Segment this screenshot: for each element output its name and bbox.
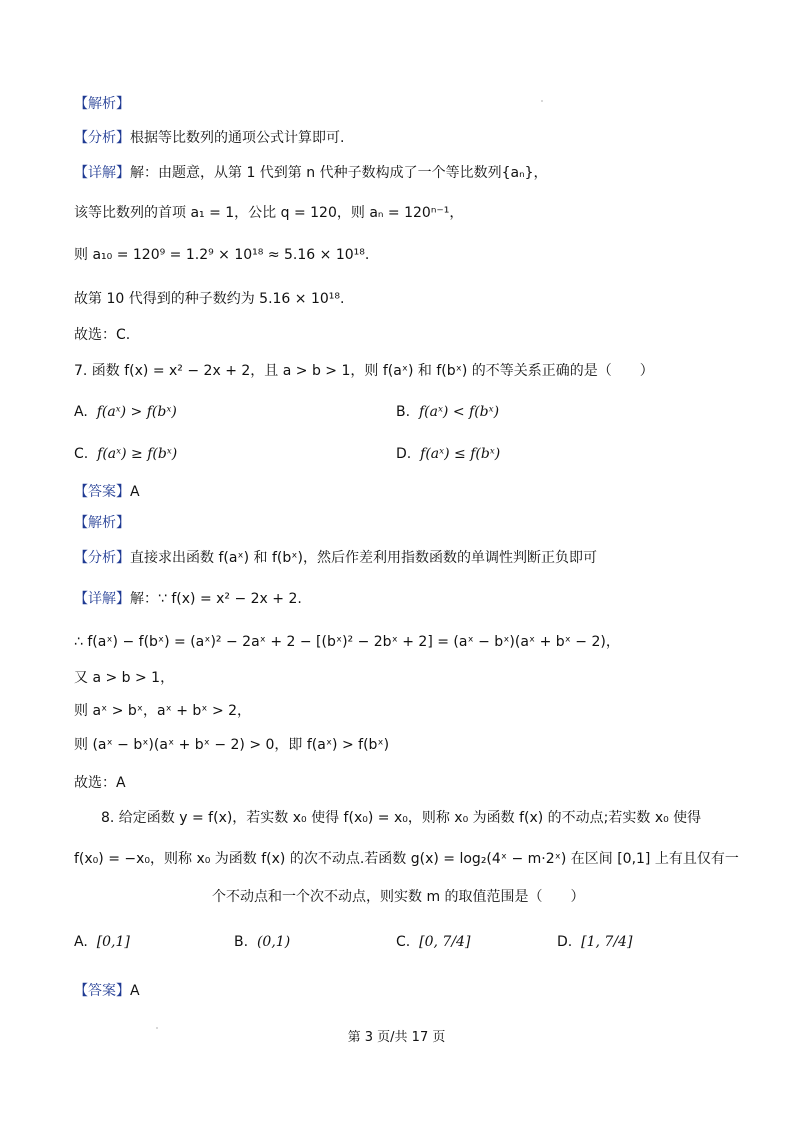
analysis-line: 【分析】直接求出函数 f(aˣ) 和 f(bˣ)，然后作差利用指数函数的单调性判断正负即可	[74, 550, 597, 566]
question-8-stem-2: f(x₀) = −x₀，则称 x₀ 为函数 f(x) 的次不动点.若函数 g(x) = log₂(4ˣ − m·2ˣ) 在区间 [0,1] 上有且仅有一	[74, 851, 739, 867]
solution-line: 故第 10 代得到的种子数约为 5.16 × 10¹⁸.	[74, 291, 345, 307]
section-label-analysis: 【解析】	[74, 515, 130, 531]
answer-choice-line: 故选：A	[74, 775, 126, 791]
analysis-line: 【分析】根据等比数列的通项公式计算即可.	[74, 130, 345, 146]
question-7-stem: 7. 函数 f(x) = x² − 2x + 2，且 a > b > 1，则 f(aˣ) 和 f(bˣ) 的不等关系正确的是（ ）	[74, 363, 654, 379]
answer-line: 【答案】A	[74, 983, 140, 999]
page-footer: 第 3 页/共 17 页	[347, 1030, 446, 1045]
q8-option-a: A. [0,1]	[74, 934, 130, 950]
conclusion-line: 则 (aˣ − bˣ)(aˣ + bˣ − 2) > 0，即 f(aˣ) > f(bˣ)	[74, 737, 390, 753]
q7-option-a: A. f(aˣ) > f(bˣ)	[74, 404, 177, 420]
derivation-line: ∴ f(aˣ) − f(bˣ) = (aˣ)² − 2aˣ + 2 − [(bˣ)² − 2bˣ + 2] = (aˣ − bˣ)(aˣ + bˣ − 2)，	[74, 634, 620, 650]
q7-option-c: C. f(aˣ) ≥ f(bˣ)	[74, 446, 178, 462]
question-8-stem-1: 8. 给定函数 y = f(x)，若实数 x₀ 使得 f(x₀) = x₀，则称 x₀ 为函数 f(x) 的不动点;若实数 x₀ 使得	[101, 810, 702, 826]
condition-line: 又 a > b > 1，	[74, 670, 175, 686]
solution-line: 则 a₁₀ = 120⁹ = 1.2⁹ × 10¹⁸ ≈ 5.16 × 10¹⁸.	[74, 247, 370, 263]
q7-option-b: B. f(aˣ) < f(bˣ)	[396, 404, 500, 420]
answer-line: 【答案】A	[74, 484, 140, 500]
q8-option-b: B. (0,1)	[234, 934, 291, 950]
question-8-stem-3: 个不动点和一个次不动点，则实数 m 的取值范围是（ ）	[212, 889, 585, 905]
condition-line: 则 aˣ > bˣ，aˣ + bˣ > 2，	[74, 703, 252, 719]
detail-line: 【详解】解：由题意，从第 1 代到第 n 代种子数构成了一个等比数列{aₙ}，	[74, 165, 548, 181]
answer-choice-line: 故选：C.	[74, 327, 131, 343]
q7-option-d: D. f(aˣ) ≤ f(bˣ)	[396, 446, 501, 462]
q8-option-c: C. [0, 7/4]	[396, 934, 471, 950]
scan-dot	[541, 100, 543, 102]
section-label-analysis: 【解析】	[74, 96, 130, 112]
q8-option-d: D. [1, 7/4]	[557, 934, 633, 950]
detail-line: 【详解】解：∵ f(x) = x² − 2x + 2.	[74, 591, 302, 607]
solution-line: 该等比数列的首项 a₁ = 1，公比 q = 120，则 aₙ = 120ⁿ⁻¹，	[74, 205, 464, 221]
